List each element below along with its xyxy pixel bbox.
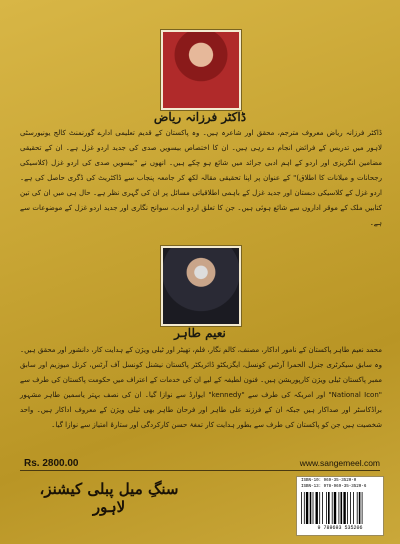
author2-bio (20, 343, 382, 443)
isbn13-text: ISBN-13: 978-969-35-3520-6 (301, 485, 367, 489)
barcode-digits: 9 789693 535206 (317, 525, 363, 531)
author1-bio (20, 126, 382, 231)
barcode-box (296, 476, 384, 536)
price-label: Rs. 2800.00 (24, 458, 79, 469)
author1-name: ڈاکٹر فرزانہ ریاض (153, 110, 247, 124)
publisher-logo-text: سنگِ میل پبلی کیشنز، لاہور (39, 480, 179, 516)
website-link[interactable]: www.sangemeel.com (299, 458, 380, 468)
author2-name: نعیم طاہر (174, 326, 226, 340)
divider-line (20, 470, 380, 471)
author1-bio-text: ڈاکٹر فرزانہ ریاض معروف مترجم، محقق اور شاعرہ ہیں۔ وہ پاکستان کے قدیم تعلیمی ادارے گورنمنٹ کالج یونیورسٹی لاہور میں تدریس کے فرائض انجام دے رہی ہیں۔ ان کا اختصاص بیسویں صدی کی جدید اردو غزل ہے۔ ان کے تحقیقی مضامین انگریزی اور اردو کے اہم ادبی جرائد میں شائع ہو چکے ہیں۔ انھوں نے "بیسویں صدی کی اردو غزل (کلاسیکی رجحانات و میلانات کا اطلاق)" کے عنوان پر اپنا تحقیقی مقالہ لکھ کر جامعہ پنجاب سے ڈاکٹریٹ کی ڈگری حاصل کی ہے۔ اردو غزل کے کلاسیکی دبستان اور جدید غزل کے باہمی اطلاقیاتی مسائل پر ان کی گہری نظر ہے۔ حال ہی میں ان کی تین کتابیں ملک کے موقر اداروں سے شائع ہوئی ہیں۔ جن کا تعلق اردو ادب، سوانح نگاری اور جدید اردو غزل کے موضوعات سے ہے۔ (20, 129, 382, 227)
isbn10-text: ISBN-10: 969-35-3520-0 (301, 479, 357, 483)
author2-photo (161, 246, 241, 326)
author2-bio-text: محمد نعیم طاہر پاکستان کے نامور اداکار، مصنف، کالم نگار، فلم، تھیٹر اور ٹیلی ویژن کے ہدایت کار، دانشور اور محقق ہیں۔ وہ سابق سیکرٹری جنرل الحمرا آرٹس کونسل، ایگزیکٹو ڈائریکٹر پاکستان نیشنل کونسل آف آرٹس، کرنل میوزیم اور سابق ممبر پاکستان ٹیلی ویژن کارپوریشن ہیں۔ فنون لطیفہ کے لیے ان کی خدمات کے اعتراف میں حکومت پاکستان کی طرف سے "National Icon" اور امریکہ کی طرف سے "kennedy" ایوارڈ سے نوازا گیا۔ ان کی نصف بہتر یاسمین طاہر مشہور براڈکاسٹر اور صداکار ہیں جبکہ ان کے فرزند علی طاہر اور فرحان طاہر بھی ٹیلی ویژن کے معروف اداکار ہیں۔ واحد شخصیت ہیں جن کو پاکستان کی طرف سے بطور ہدایت کار تمغۂ حسن کارکردگی اور ستارۂ امتیاز سے نوازا گیا۔ (20, 346, 382, 429)
barcode-icon (301, 492, 379, 524)
author1-photo (161, 30, 241, 110)
